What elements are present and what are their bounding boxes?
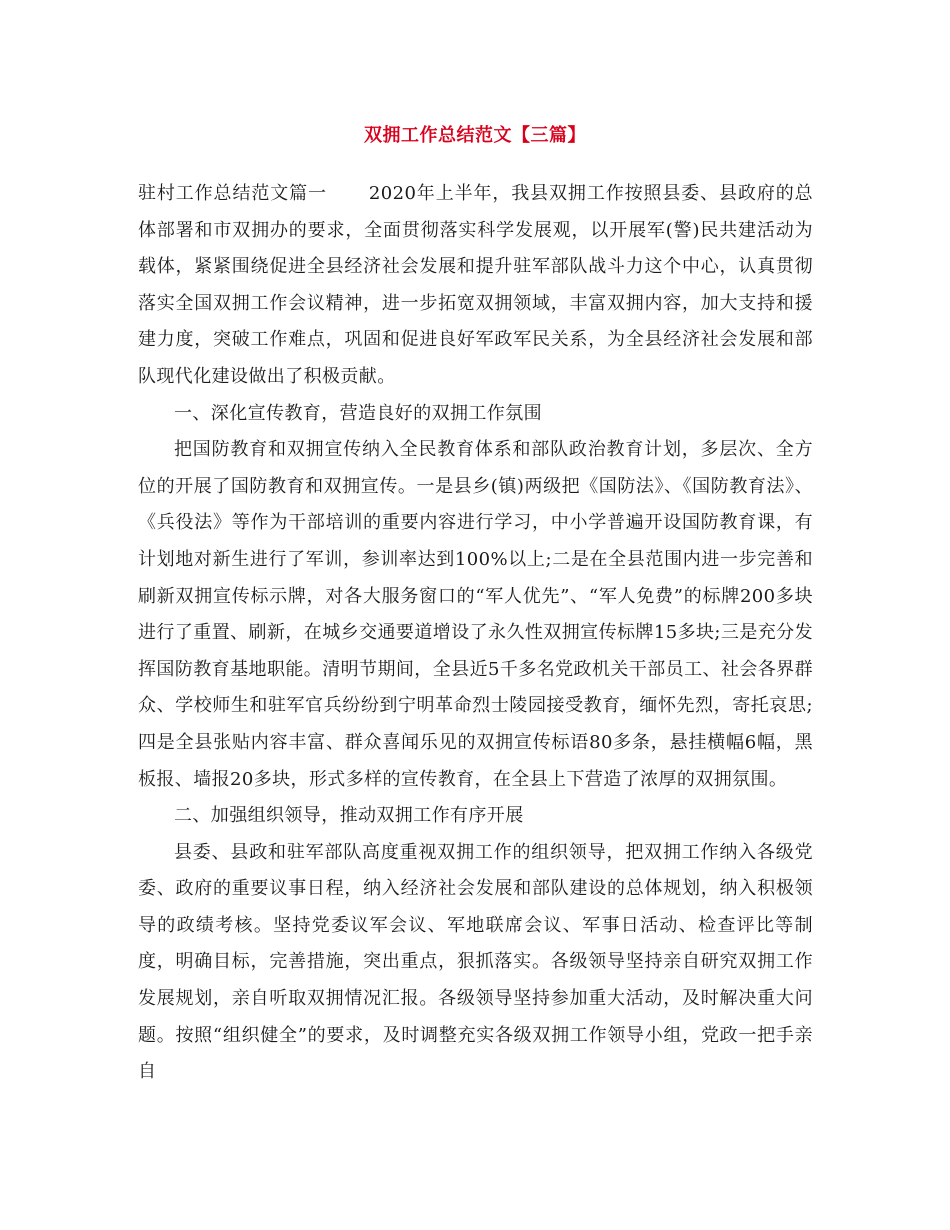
- section2-body: 县委、县政和驻军部队高度重视双拥工作的组织领导，把双拥工作纳入各级党委、政府的重要议事日程，纳入经济社会发展和部队建设的总体规划，纳入积极领导的政绩考核。坚持党委议军会议、军地联席会议、军事日活动、检查评比等制度，明确目标，完善措施，突出重点，狠抓落实。各级领导坚持亲自研究双拥工作发展规划，亲自听取双拥情况汇报。各级领导坚持参加重大活动，及时解决重大问题。按照“组织健全”的要求，及时调整充实各级双拥工作领导小组，党政一把手亲自: [138, 841, 813, 1083]
- section1-heading: 一、深化宣传教育，营造良好的双拥工作氛围: [174, 402, 542, 424]
- section2-heading: 二、加强组织领导，推动双拥工作有序开展: [174, 805, 524, 827]
- intro-text: 2020年上半年，我县双拥工作按照县委、县政府的总体部署和市双拥办的要求，全面贯彻落实科学发展观，以开展军(警)民共建活动为载体，紧紧围绕促进全县经济社会发展和提升驻军部队战斗力这个中心，认真贯彻落实全国双拥工作会议精神，进一步拓宽双拥领域，丰富双拥内容，加大支持和援建力度，突破工作难点，巩固和促进良好军政军民关系，为全县经济社会发展和部队现代化建设做出了积极贡献。: [138, 183, 814, 387]
- document-body: [138, 176, 813, 1091]
- document-title: 双拥工作总结范文【三篇】: [364, 125, 586, 146]
- section1-body: 把国防教育和双拥宣传纳入全民教育体系和部队政治教育计划，多层次、全方位的开展了国防教育和双拥宣传。一是县乡(镇)两级把《国防法》、《国防教育法》、《兵役法》等作为干部培训的重要内容进行学习，中小学普遍开设国防教育课，有计划地对新生进行了军训，参训率达到100%以上;二是在全县范围内进一步完善和刷新双拥宣传标示牌，对各大服务窗口的“军人优先”、“军人免费”的标牌200多块进行了重置、刷新，在城乡交通要道增设了永久性双拥宣传标牌15多块;三是充分发挥国防教育基地职能。清明节期间，全县近5千多名党政机关干部员工、社会各界群众、学校师生和驻军官兵纷纷到宁明革命烈士陵园接受教育，缅怀先烈，寄托哀思;四是全县张贴内容丰富、群众喜闻乐见的双拥宣传标语80多条，悬挂横幅6幅，黑板报、墙报20多块，形式多样的宣传教育，在全县上下营造了浓厚的双拥氛围。: [138, 439, 813, 790]
- intro-paragraph: [138, 176, 813, 396]
- intro-label: 驻村工作总结范文篇一: [138, 183, 327, 204]
